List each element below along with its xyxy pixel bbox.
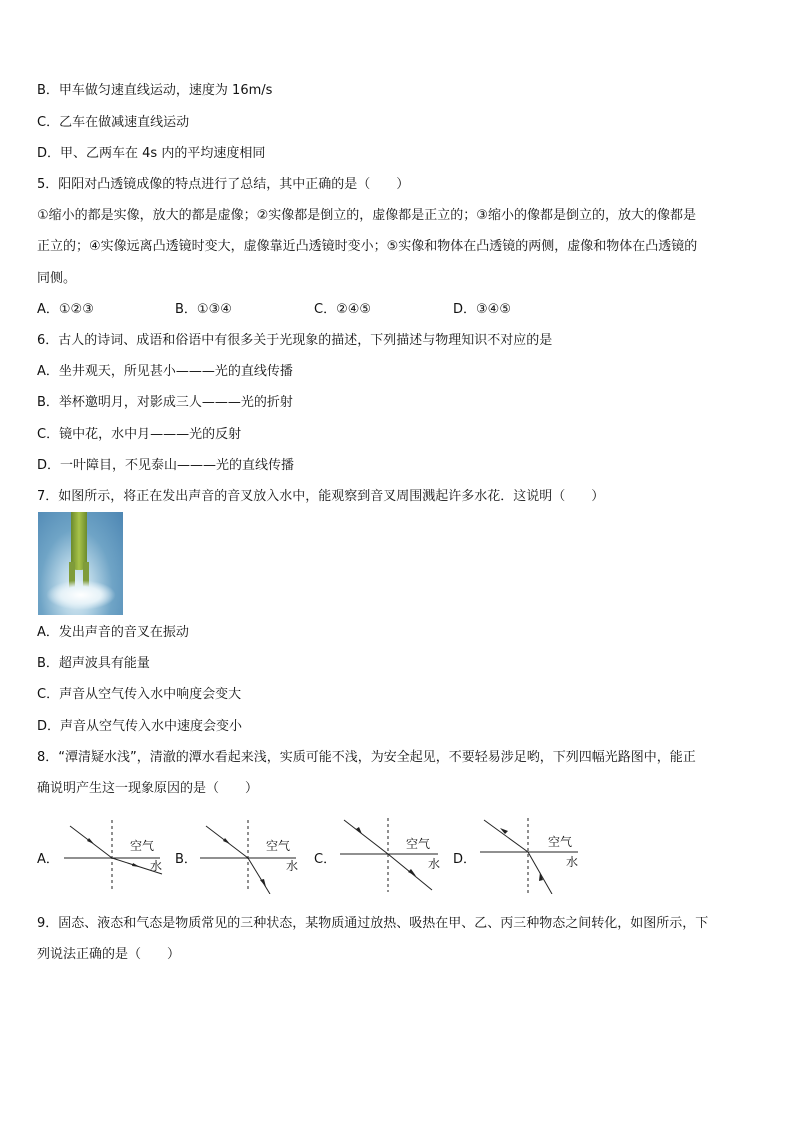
question-6: 6．古人的诗词、成语和俗语中有很多关于光现象的描述，下列描述与物理知识不对应的是 <box>37 333 553 348</box>
text-line: D．甲、乙两车在 4s 内的平均速度相同 <box>37 146 266 161</box>
text-line: C．乙车在做减速直线运动 <box>37 115 190 130</box>
question-5: 5．阳阳对凸透镜成像的特点进行了总结，其中正确的是（ ） <box>37 177 410 192</box>
option-b: B．举杯邀明月，对影成三人———光的折射 <box>37 395 293 410</box>
question-7: 7．如图所示，将正在发出声音的音叉放入水中，能观察到音叉周围溅起许多水花．这说明（ ） <box>37 489 605 504</box>
air-label: 空气 <box>406 837 431 851</box>
arrow-icon <box>260 879 266 887</box>
option-c: C．镜中花，水中月———光的反射 <box>37 427 242 442</box>
option-c: C．声音从空气传入水中响度会变大 <box>37 687 242 702</box>
arrow-icon <box>223 838 230 844</box>
refracted-ray <box>248 858 270 894</box>
question-5-options <box>0 301 794 321</box>
incident-ray <box>344 820 388 854</box>
question-9: 9．固态、液态和气态是物质常见的三种状态，某物质通过放热、吸热在甲、乙、丙三种物态之间转化，如图所示，下 <box>37 916 709 931</box>
tuning-fork-photo <box>38 512 123 615</box>
question-5-text: 同侧。 <box>37 271 77 286</box>
arrow-icon <box>132 863 140 867</box>
diagram-c <box>338 818 446 894</box>
question-9: 列说法正确的是（ ） <box>37 947 181 962</box>
option-b: B．①③④ <box>175 302 232 317</box>
option-d: D．声音从空气传入水中速度会变小 <box>37 719 243 734</box>
air-label: 空气 <box>548 835 573 849</box>
diagram-d <box>478 818 586 894</box>
air-label: 空气 <box>130 839 155 853</box>
question-5-text: ①缩小的都是实像，放大的都是虚像；②实像都是倒立的，虚像都是正立的；③缩小的像都是倒立的，放大的像都是 <box>37 208 696 223</box>
option-a: A．发出声音的音叉在振动 <box>37 625 189 640</box>
water-label: 水 <box>428 857 441 871</box>
water-label: 水 <box>566 855 579 869</box>
option-c: C．②④⑤ <box>314 302 372 317</box>
arrow-icon <box>408 869 416 876</box>
water-label: 水 <box>286 859 299 873</box>
air-label: 空气 <box>266 839 291 853</box>
question-8: 8．“潭清疑水浅”，清澈的潭水看起来浅，实质可能不浅，为安全起见，不要轻易涉足哟，下列四幅光路图中，能正 <box>37 750 696 765</box>
arrow-icon <box>87 838 94 844</box>
option-a: A．坐井观天，所见甚小———光的直线传播 <box>37 364 293 379</box>
diagram-b <box>198 818 306 894</box>
question-8: 确说明产生这一现象原因的是（ ） <box>37 781 259 796</box>
option-d: D．③④⑤ <box>453 302 511 317</box>
refracted-ray <box>484 820 528 852</box>
water-splash <box>46 580 116 610</box>
diagram-a <box>62 818 170 894</box>
diagram-a-label: A． <box>37 852 59 867</box>
diagram-c-label: C． <box>314 852 337 867</box>
question-5-text: 正立的；④实像远离凸透镜时变大，虚像靠近凸透镜时变小；⑤实像和物体在凸透镜的两侧，虚像和物体在凸透镜的 <box>37 239 698 254</box>
text-line: B．甲车做匀速直线运动，速度为 16m/s <box>37 83 273 98</box>
option-b: B．超声波具有能量 <box>37 656 150 671</box>
diagram-d-label: D． <box>453 852 477 867</box>
option-a: A．①②③ <box>37 302 94 317</box>
diagram-b-label: B． <box>175 852 197 867</box>
water-label: 水 <box>150 859 163 873</box>
option-d: D．一叶障目，不见泰山———光的直线传播 <box>37 458 295 473</box>
